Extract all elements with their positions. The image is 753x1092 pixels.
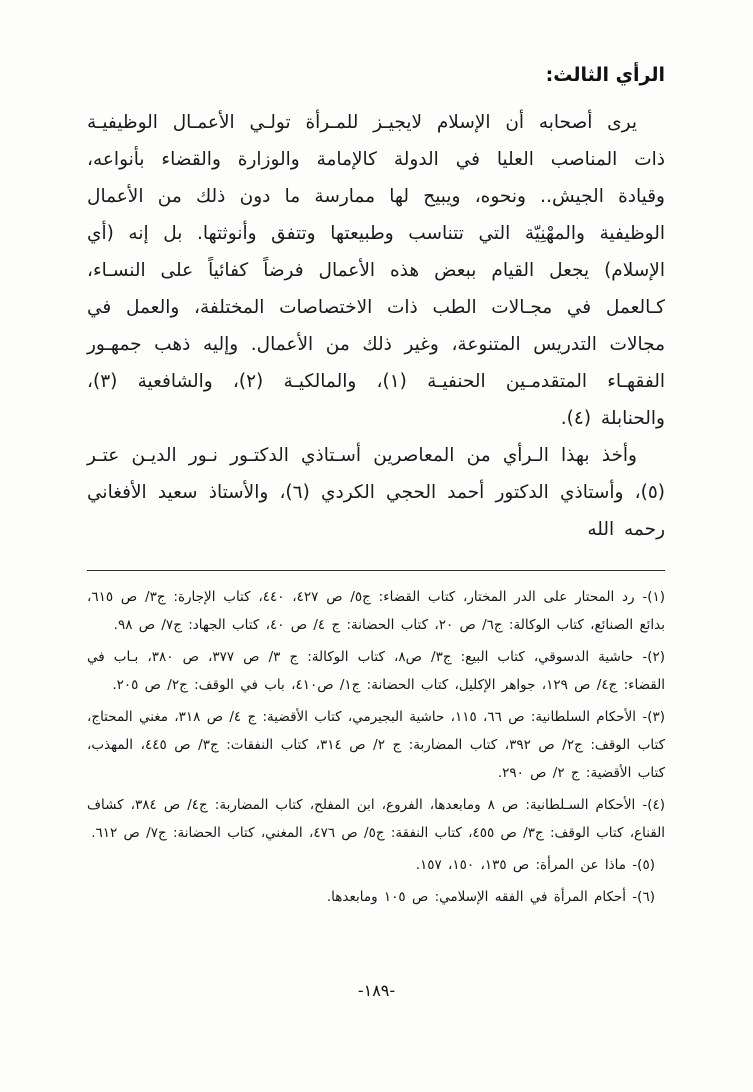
footnote-4: (٤)- الأحكام السـلطانية: ص ٨ ومابعدها، الفروع، ابن المفلح، كتاب المضاربة: ج٤/ ص ٣٨٤، كشاف القناع، كتاب الوقف: ج٣/ ص ٤٥٥، كتاب النفقة: ج٥/ ص ٤٧٦، المغني، كتاب الحضانة: ج٧/ ص ٦١٢. xyxy=(87,797,666,841)
body-paragraph-1: يرى أصحابه أن الإسلام لايجيـز للمـرأة تولـي الأعمـال الوظيفيـة ذات المناصب العليا في الدولة كالإمامة والوزارة والقضاء بأنواعه، وقيادة الجيش.. ونحوه، ويبيح لها ممارسة ما دون ذلك من الأعمال الوظيفية والمهْنِيّة التي تتناسب وطبيعتها وتتفق وأنوثتها. بل إنه (أي الإسلام) يجعل القيام ببعض هذه الأعمال فرضاً كفائياً على النسـاء، كـالعمل في مجـالات الطب ذات الاختصاصات المختلفة، والعمل في مجالات التدريس المتنوعة، وغير ذلك من الأعمال. وإليه ذهب جمهـور الفقهـاء المتقدمـين الحنفيـة (١)، والمالكيـة (٢)، والشافعية (٣)، والحنابلة (٤). xyxy=(87,112,666,429)
footnote-separator xyxy=(87,570,665,571)
footnotes-section xyxy=(87,583,665,911)
section-title: الرأي الثالث: xyxy=(545,64,665,86)
footnote-6: (٦)- أحكام المرأة في الفقه الإسلامي: ص ١٠٥ ومابعدها. xyxy=(326,889,655,905)
footnote-3: (٣)- الأحكام السلطانية: ص ٦٦، ١١٥، حاشية البجيرمي، كتاب الأقضية: ج ٤/ ص ٣١٨، مغني المحتاج، كتاب الوقف: ج٢/ ص ٣٩٢، كتاب المضاربة: ج ٢/ ص ٣١٤، كتاب النفقات: ج٣/ ص ٤٤٥، المهذب، كتاب الأقضية: ج ٢/ ص ٢٩٠. xyxy=(87,709,666,781)
body-paragraph-2: وأخذ بهذا الـرأي من المعاصرين أسـتاذي الدكتـور نـور الديـن عتـر (٥)، وأستاذي الدكتور أحمد الحجي الكردي (٦)، والأستاذ سعيد الأفغاني رحمه الله xyxy=(87,445,665,540)
page-number: -١٨٩- xyxy=(357,981,396,1000)
footnote-1: (١)- رد المحتار على الدر المختار، كتاب القضاء: ج٥/ ص ٤٢٧، ٤٤٠، كتاب الإجارة: ج٣/ ص ٦١٥، بدائع الصنائع، كتاب الوكالة: ج٦/ ص ٢٠، كتاب الحضانة: ج ٤/ ص ٤٠، كتاب الجهاد: ج٧/ ص ٩٨. xyxy=(87,589,666,633)
footnote-5: (٥)- ماذا عن المرأة: ص ١٣٥، ١٥٠، ١٥٧. xyxy=(415,857,655,873)
footnote-2: (٢)- حاشية الدسوقي، كتاب البيع: ج٣/ ص٨، كتاب الوكالة: ج ٣/ ص ٣٧٧، ص ٣٨٠، بـاب في القضاء: ج٤/ ص ١٢٩، جواهر الإكليل، كتاب الحضانة: ج١/ ص٤١٠، باب في الوقف: ج٢/ ص ٢٠٥. xyxy=(87,649,666,693)
page-content xyxy=(87,64,665,915)
